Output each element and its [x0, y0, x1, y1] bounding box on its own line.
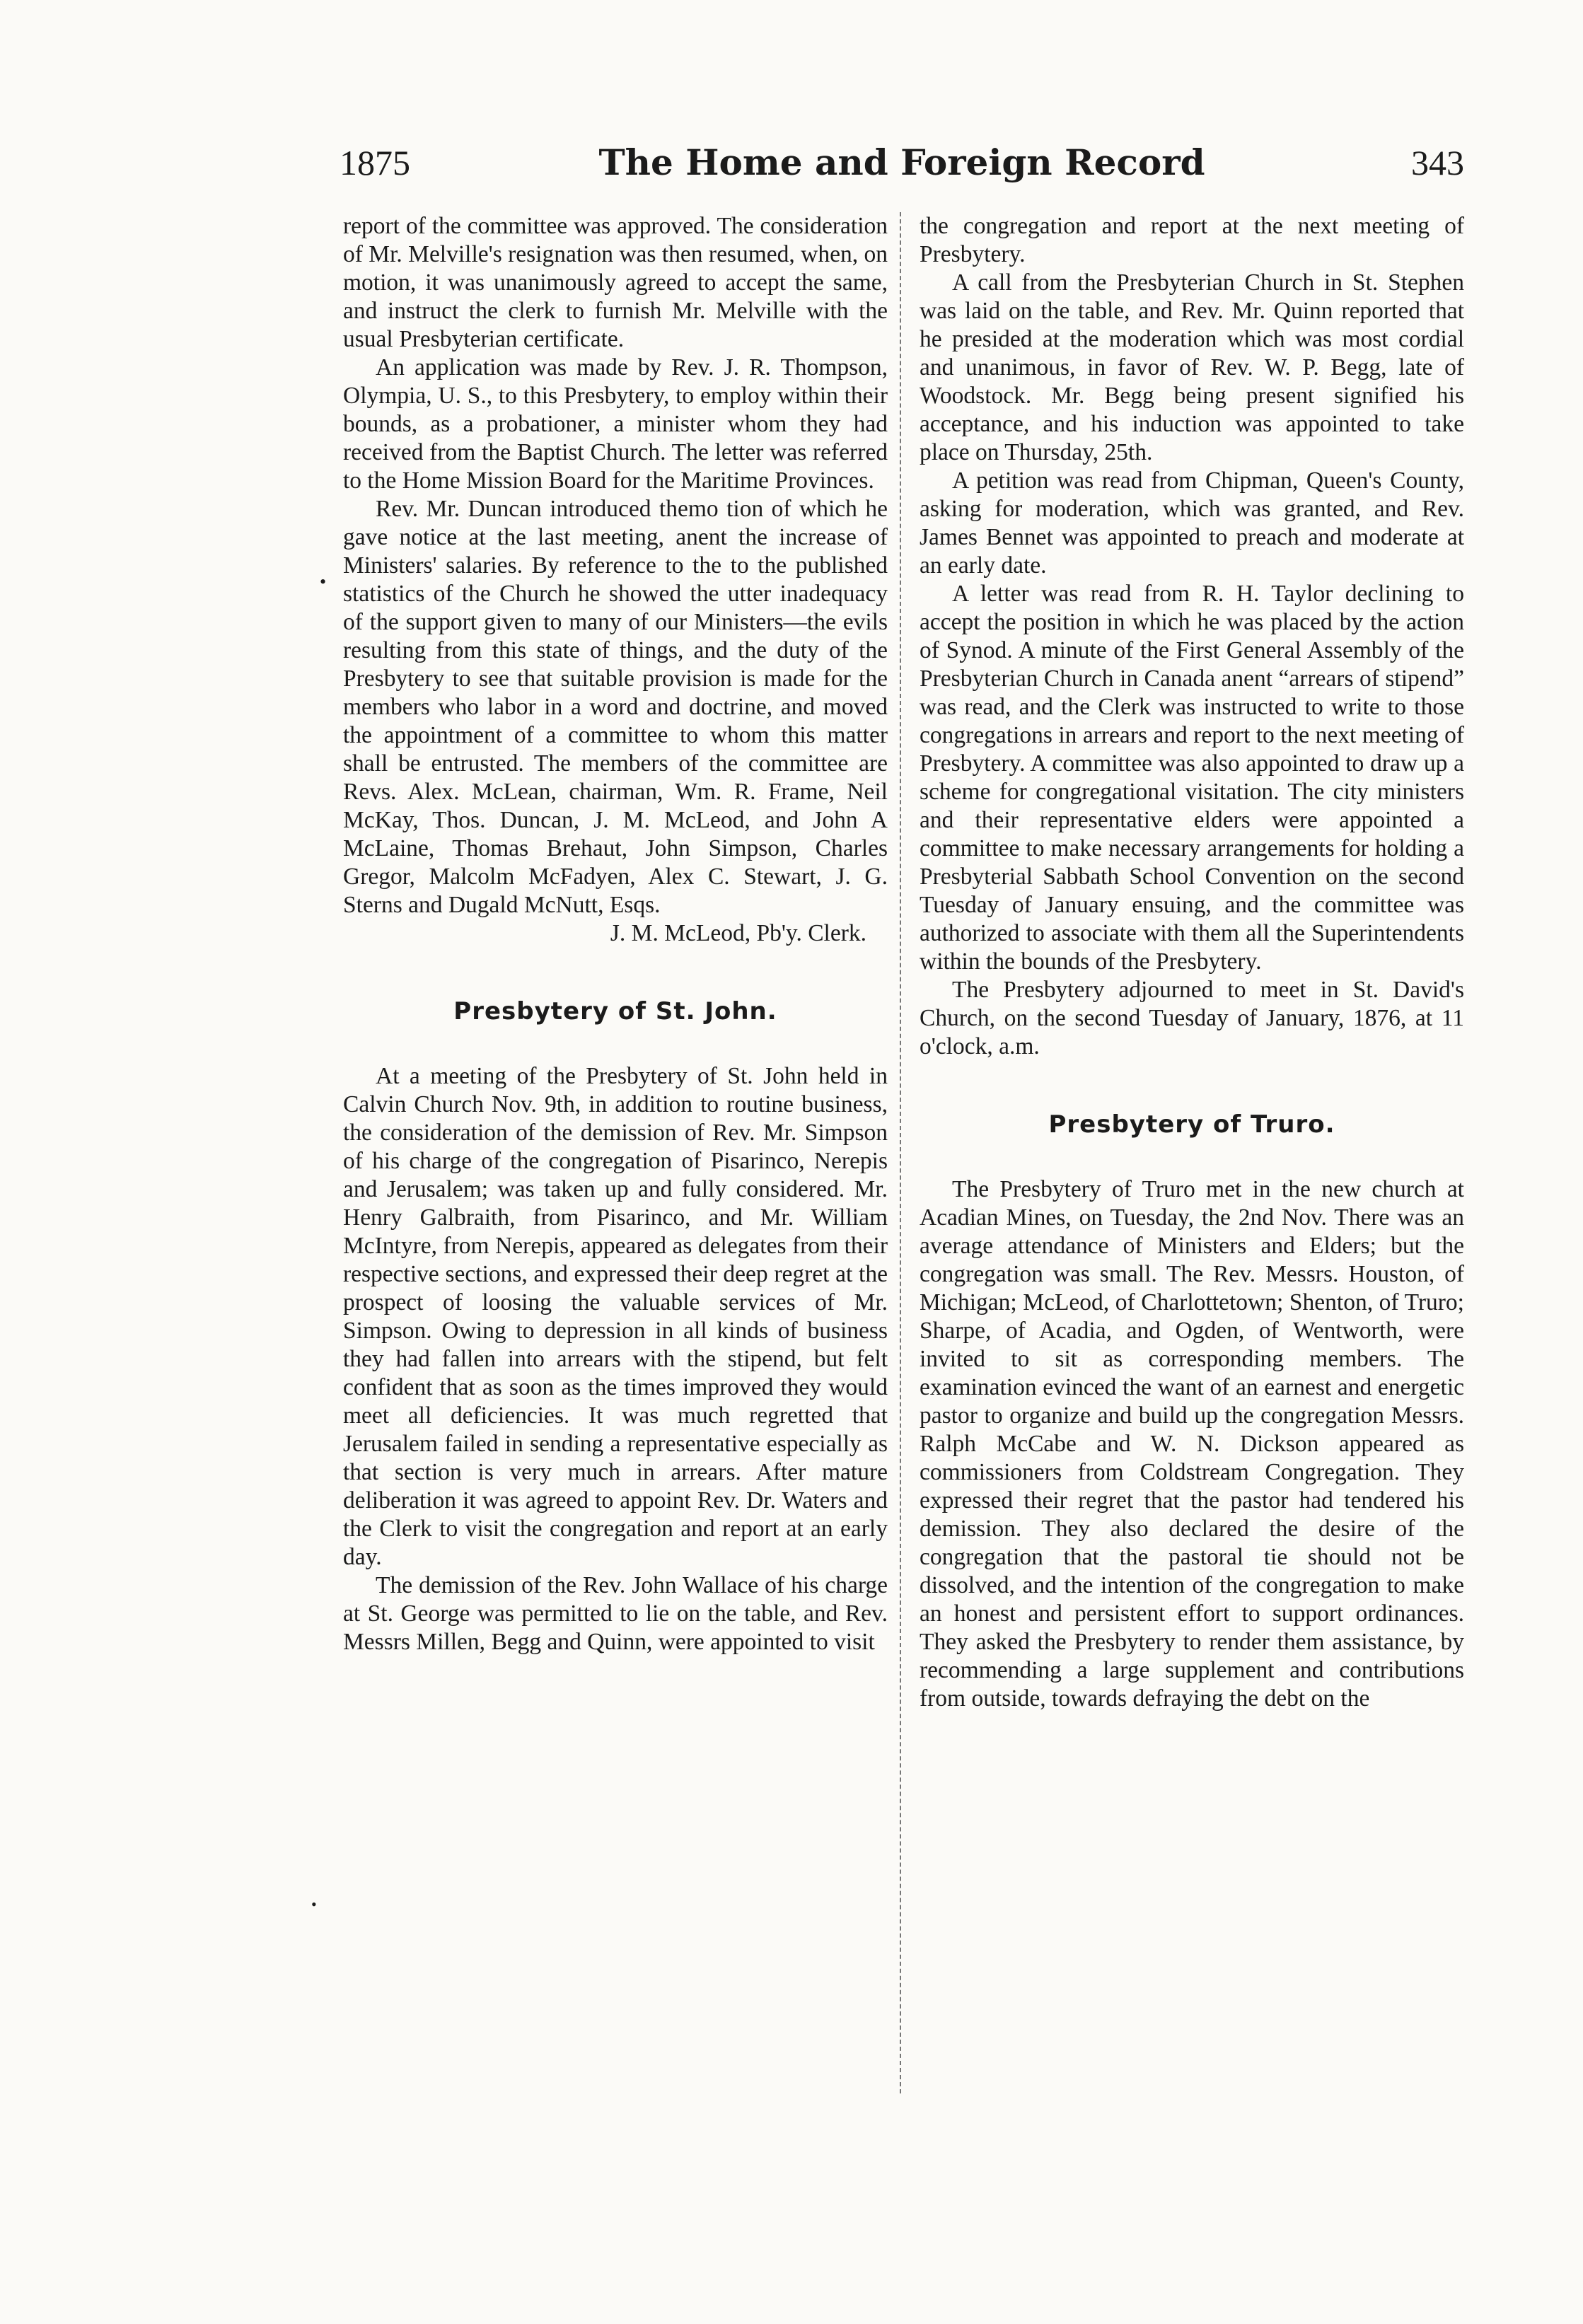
paragraph: An application was made by Rev. J. R. Thompson, Olympia, U. S., to this Presbytery, to employ within their bounds, as a probationer, a minister whom they had received from the Baptist Church. The letter was referred to the Home Mission Board for the Maritime Provinces. [343, 354, 888, 494]
section-heading: Presbytery of Truro. [1048, 1110, 1335, 1139]
column-divider [900, 212, 901, 2093]
signature: J. M. McLeod, Pb'y. Clerk. [610, 920, 866, 946]
header-page-number: 343 [1411, 143, 1464, 182]
paragraph: The demission of the Rev. John Wallace of his charge at St. George was permitted to lie on the table, and Rev. Messrs Millen, Begg and Quinn, were appointed to visit [343, 1572, 888, 1655]
header-year: 1875 [340, 143, 410, 182]
paragraph: A petition was read from Chipman, Queen's County, asking for moderation, which was granted, and Rev. James Bennet was appointed to preach and moderate at an early date. [920, 467, 1464, 579]
right-column [920, 212, 1464, 1713]
section-heading: Presbytery of St. John. [453, 997, 777, 1026]
page-header [340, 134, 1464, 191]
paragraph: The Presbytery of Truro met in the new church at Acadian Mines, on Tuesday, the 2nd Nov. There was an average attendance of Ministers and Elders; but the congregation was small. The Rev. Messrs. Houston, of Michigan; McLeod, of Charlottetown; Shenton, of Truro; Sharpe, of Acadia, and Ogden, of Wentworth, were invited to sit as corresponding members. The examination evinced the want of an earnest and energetic pastor to organize and build up the congregation Messrs. Ralph McCabe and W. N. Dickson appeared as commissioners from Coldstream Congregation. They expressed their regret that the pastor had tendered his demission. They also declared the desire of the congregation that the pastoral tie should not be dissolved, and the intention of the congregation to make an honest and persistent effort to support ordinances. They asked the Presbytery to render them assistance, by recommending a large supplement and contributions from outside, towards defraying the debt on the [920, 1176, 1464, 1712]
paragraph: At a meeting of the Presbytery of St. John held in Calvin Church Nov. 9th, in addition to routine business, the consideration of the demission of Rev. Mr. Simpson of his charge of the congregation of Pisarinco, Nerepis and Jerusalem; was taken up and fully considered. Mr. Henry Galbraith, from Pisarinco, and Mr. William McIntyre, from Nerepis, appeared as delegates from their respective sections, and expressed their deep regret at the prospect of loosing the valuable services of Mr. Simpson. Owing to depression in all kinds of business they had fallen into arrears with the stipend, but felt confident that as soon as the times improved they would meet all deficiencies. It was much regretted that Jerusalem failed in sending a representative especially as that section is very much in arrears. After mature deliberation it was agreed to appoint Rev. Dr. Waters and the Clerk to visit the congregation and report at an early day. [343, 1063, 888, 1570]
paragraph: The Presbytery adjourned to meet in St. David's Church, on the second Tuesday of January, 1876, at 11 o'clock, a.m. [920, 977, 1464, 1059]
left-column [343, 212, 888, 1656]
header-title: The Home and Foreign Record [598, 141, 1205, 183]
paragraph: the congregation and report at the next meeting of Presbytery. [920, 213, 1464, 267]
paragraph: A letter was read from R. H. Taylor declining to accept the position in which he was placed by the action of Synod. A minute of the First General Assembly of the Presbyterian Church in Canada anent “arrears of stipend” was read, and the Clerk was instructed to write to those congregations in arrears and report to the next meeting of Presbytery. A committee was also appointed to draw up a scheme for congregational visitation. The city ministers and their representative elders were appointed a committee to make necessary arrangements for holding a Presbyterial Sabbath School Convention on the second Tuesday of January ensuing, and the committee was authorized to associate with them all the Superintendents within the bounds of the Presbytery. [920, 581, 1464, 975]
margin-dot: • [311, 1895, 317, 1913]
paragraph: A call from the Presbyterian Church in St. Stephen was laid on the table, and Rev. Mr. Quinn reported that he presided at the moderation which was most cordial and unanimous, in favor of Rev. W. P. Begg, late of Woodstock. Mr. Begg being present signified his acceptance, and his induction was appointed to take place on Thursday, 25th. [920, 269, 1464, 465]
paragraph: report of the committee was approved. The consideration of Mr. Melville's resignation was then resumed, when, on motion, it was unanimously agreed to accept the same, and instruct the clerk to furnish Mr. Melville with the usual Presbyterian certificate. [343, 213, 888, 352]
paragraph: Rev. Mr. Duncan introduced themo tion of which he gave notice at the last meeting, anent the increase of Ministers' salaries. By reference to the to the published statistics of the Church he showed the utter inadequacy of the support given to many of our Ministers—the evils resulting from this state of things, and the duty of the Presbytery to see that suitable provision is made for the members who labor in a word and doctrine, and moved the appointment of a committee to whom this matter shall be entrusted. The members of the committee are Revs. Alex. McLean, chairman, Wm. R. Frame, Neil McKay, Thos. Duncan, J. M. McLeod, and John A McLaine, Thomas Brehaut, John Simpson, Charles Gregor, Malcolm McFadyen, Alex C. Stewart, J. G. Sterns and Dugald McNutt, Esqs. [343, 496, 888, 918]
margin-dot: • [320, 571, 327, 592]
